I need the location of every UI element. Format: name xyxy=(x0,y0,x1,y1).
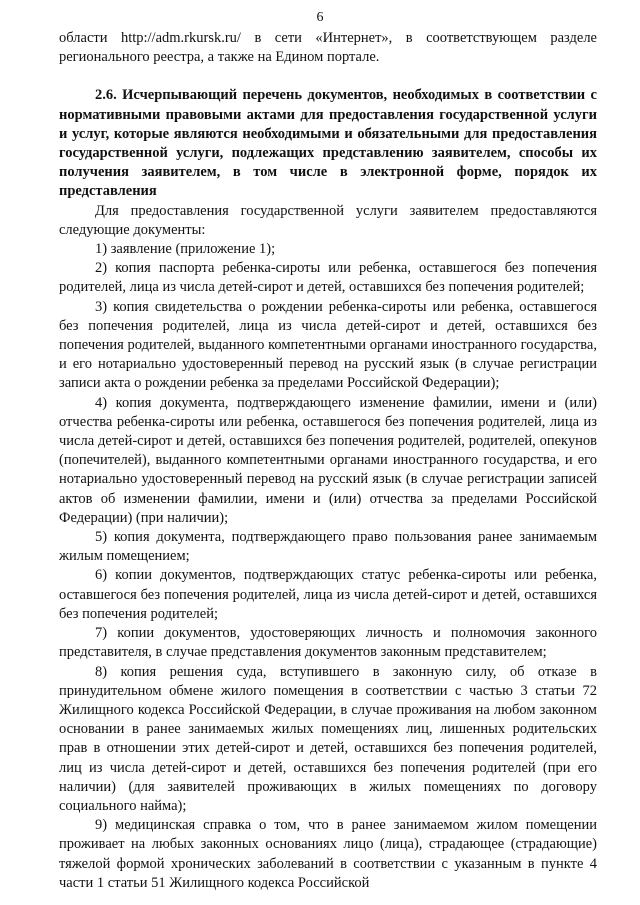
list-item-8: 8) копия решения суда, вступившего в законную силу, об отказе в принудительном обмене жилого помещения в соответствии с частью 3 статьи 72 Жилищного кодекса Российской Федерации, в случае проживания на любом законном основании в ранее занимаемых жилых помещениях лиц, лишенных родительских прав в отношении этих детей-сирот и детей, оставшихся без попечения родителей, лиц из числа детей-сирот и детей, оставшихся без попечения родителей (при его наличии) (для заявителей проживающих в жилых помещениях по договору социального найма); xyxy=(59,663,597,814)
list-item-7: 7) копии документов, удостоверяющих личность и полномочия законного представителя, в случае представления документов законным представителем; xyxy=(59,625,597,661)
intro-paragraph: области http://adm.rkursk.ru/ в сети «Интернет», в соответствующем разделе регионального реестра, а также на Едином портале. xyxy=(59,30,597,66)
section-heading: 2.6. Исчерпывающий перечень документов, необходимых в соответствии с нормативными правовыми актами для предоставления государственной услуги и услуг, которые являются необходимыми и обязательными для предоставления государственной услуги, подлежащих представлению заявителем, способы их получения заявителем, в том числе в электронной форме, порядок их представления xyxy=(59,87,597,200)
list-item-1: 1) заявление (приложение 1); xyxy=(95,241,276,258)
list-item-6: 6) копии документов, подтверждающих статус ребенка-сироты или ребенка, оставшегося без попечения родителей, лица из числа детей-сирот и детей, оставшихся без попечения родителей; xyxy=(59,567,597,622)
list-item-4: 4) копия документа, подтверждающего изменение фамилии, имени и (или) отчества ребенка-сироты или ребенка, оставшегося без попечения родителей, лица из числа детей-сирот и детей, оставшихся без попечения родителей, родителей, опекунов (попечителей), выданного компетентными органами иностранного государства, и его нотариально удостоверенный перевод на русский язык (в случае регистрации записей актов об изменении фамилии, имени и (или) отчества за пределами Российской Федерации) (при наличии); xyxy=(59,394,597,526)
list-item-3: 3) копия свидетельства о рождении ребенка-сироты или ребенка, оставшегося без попечения родителей, лица из числа детей-сирот и детей, оставшихся без попечения родителей, выданного компетентными органами иностранного государства, и его нотариально удостоверенный перевод на русский язык (в случае регистрации записи акта о рождении ребенка за пределами Российской Федерации); xyxy=(59,298,597,392)
lead-in-paragraph: Для предоставления государственной услуги заявителем предоставляются следующие документы: xyxy=(59,202,597,238)
list-item-2: 2) копия паспорта ребенка-сироты или ребенка, оставшегося без попечения родителей, лица из числа детей-сирот и детей, оставшихся без попечения родителей; xyxy=(59,260,597,296)
list-item-9: 9) медицинская справка о том, что в ранее занимаемом жилом помещении проживает на любых законных основаниях лицо (лица), страдающее (страдающие) тяжелой формой хронических заболеваний в соответствии с указанным в пункте 4 части 1 статьи 51 Жилищного кодекса Российской xyxy=(59,817,597,891)
list-item-5: 5) копия документа, подтверждающего право пользования ранее занимаемым жилым помещением; xyxy=(59,529,597,565)
page-number: 6 xyxy=(316,10,324,25)
document-body xyxy=(59,29,597,893)
